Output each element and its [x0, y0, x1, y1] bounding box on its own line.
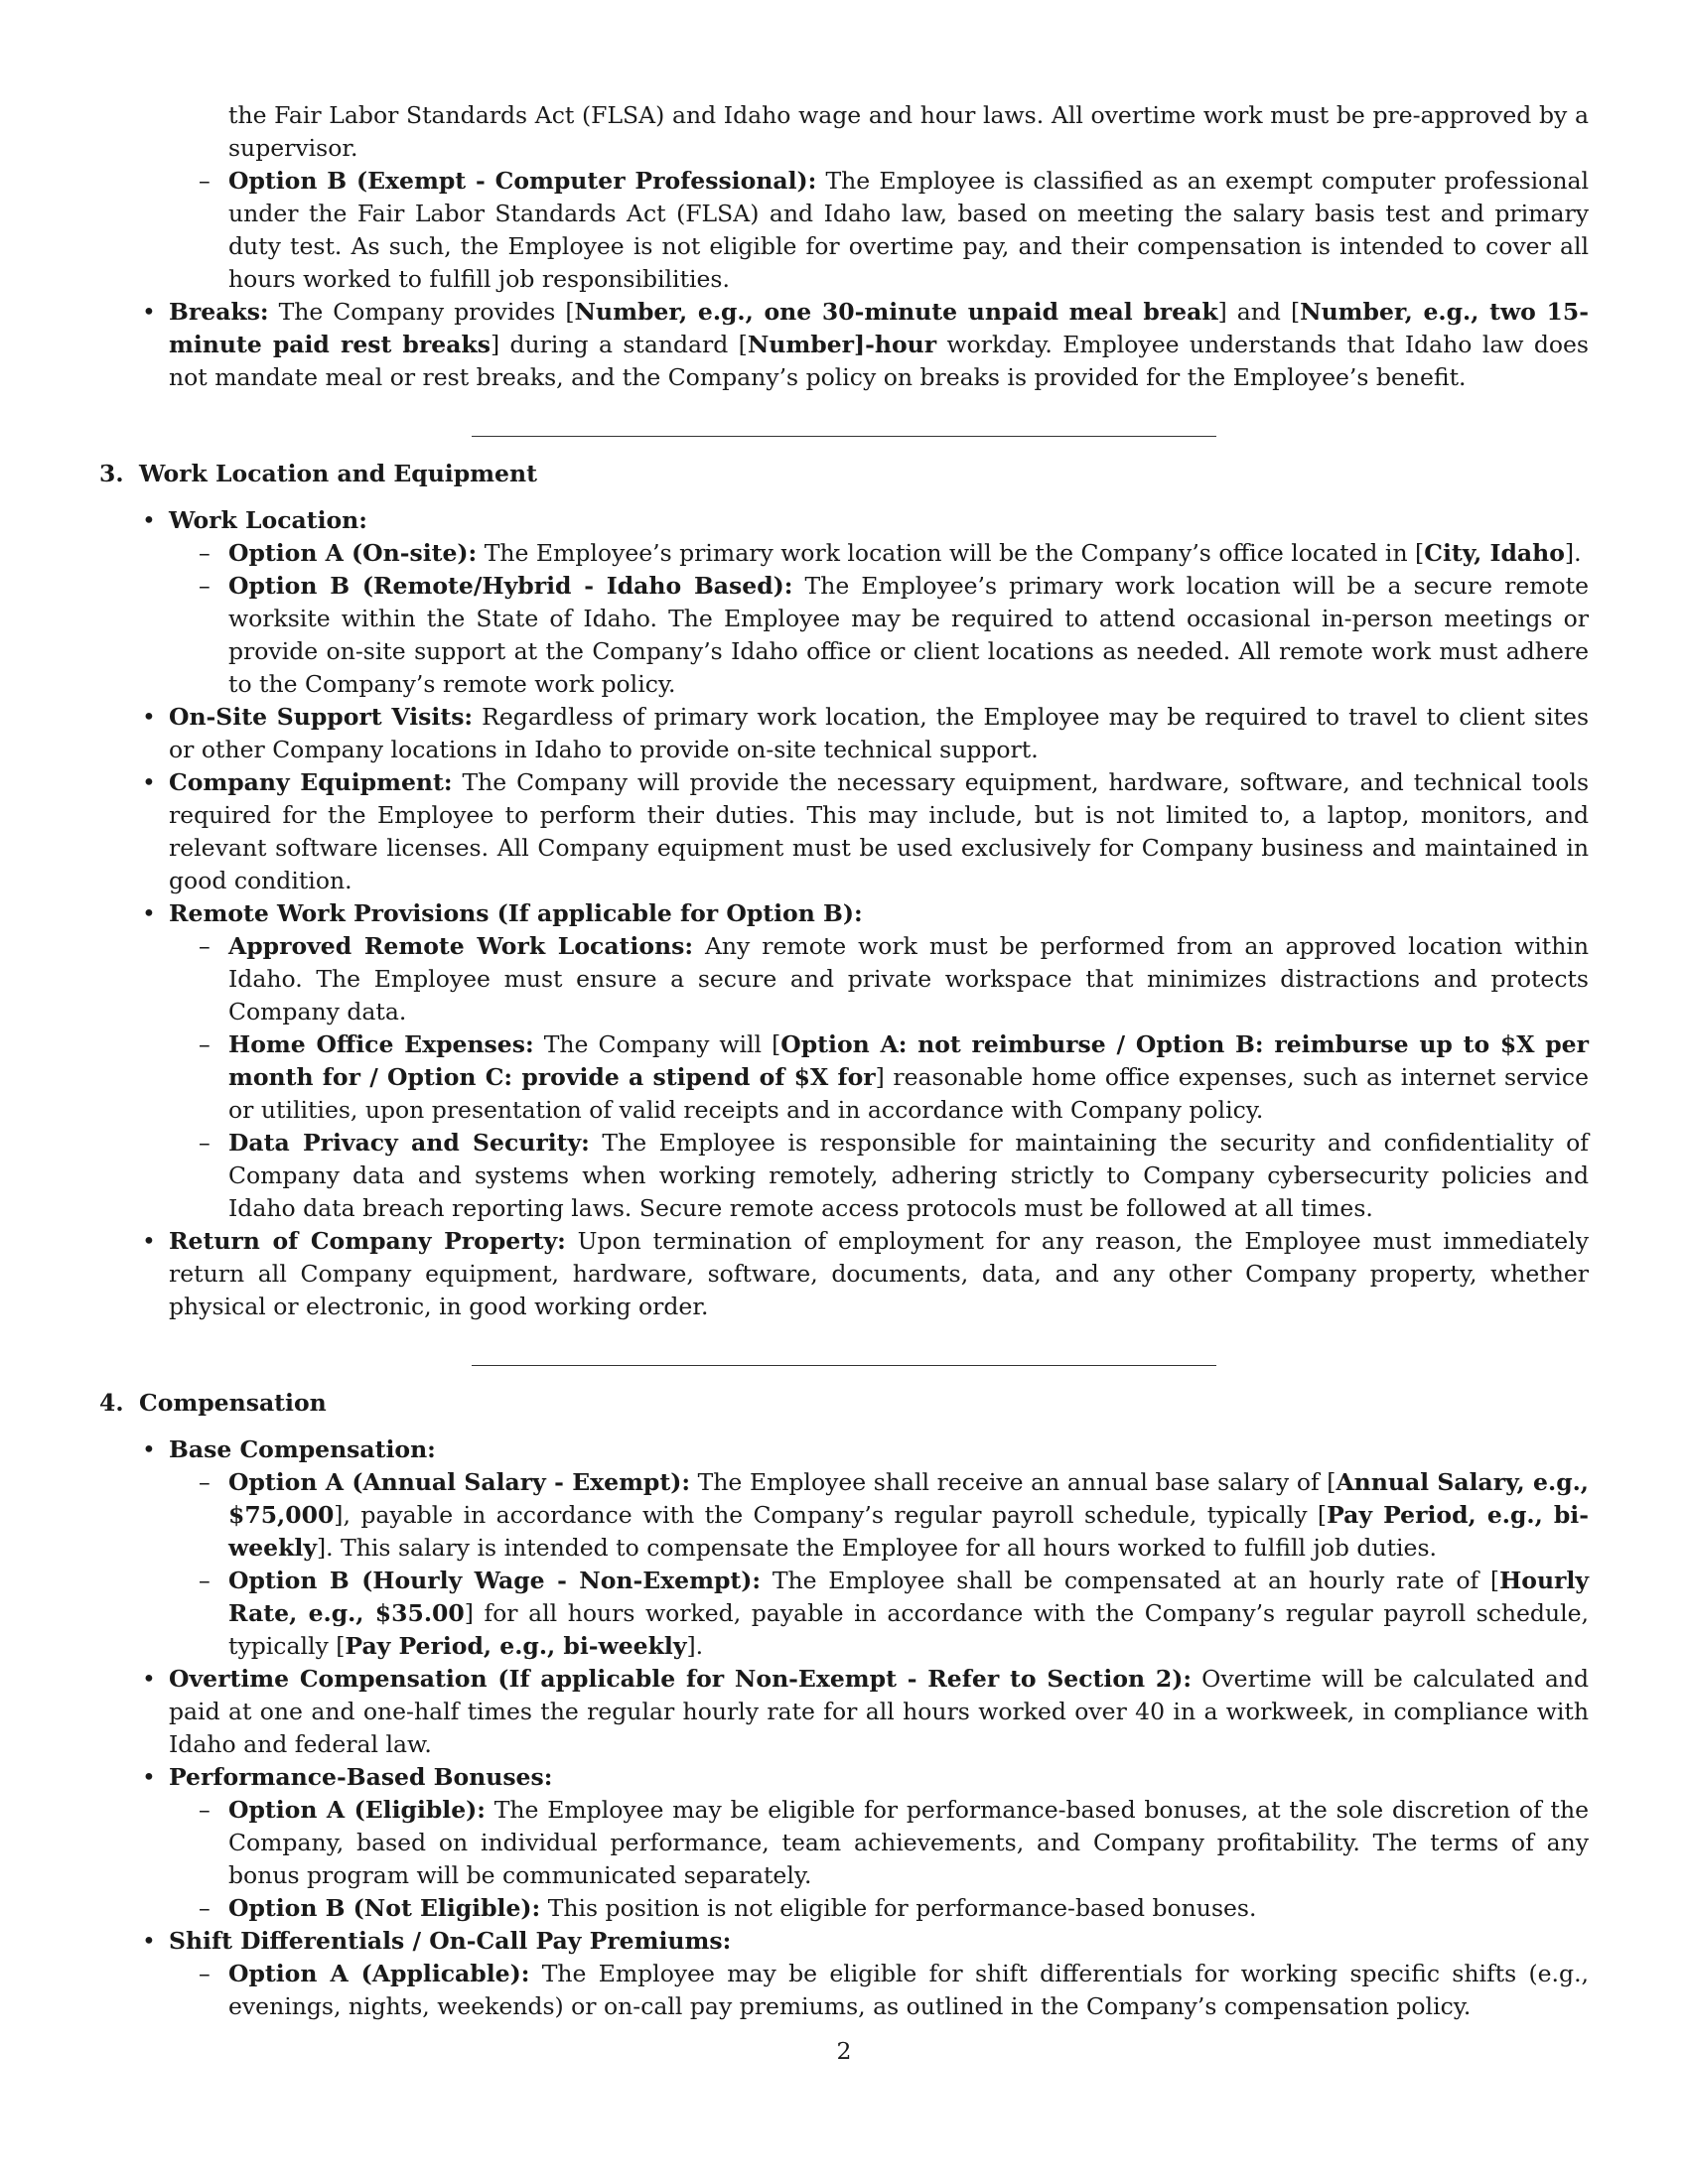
placeholder-field: Number, e.g., two 15-minute paid rest breaks [169, 298, 1589, 358]
overtime-item-continued [99, 99, 1589, 296]
item-text: workday. Employee understands that Idaho law does not mandate meal or rest breaks, and the Company’s policy on breaks is provided for the Employee’s benefit. [169, 331, 1589, 391]
work-location-option-a [169, 537, 1589, 570]
option-text: The Employee shall receive an annual base salary of [ [690, 1468, 1336, 1496]
shift-option-a [169, 1958, 1589, 2023]
item-label: Shift Differentials / On-Call Pay Premiums: [169, 1927, 732, 1955]
item-text: The Company provides [ [268, 298, 575, 326]
remote-work-item [99, 897, 1589, 1225]
placeholder-field: City, Idaho [1424, 539, 1565, 567]
overtime-option-b [169, 165, 1589, 296]
item-text: ] and [ [1217, 298, 1301, 326]
breaks-item [99, 296, 1589, 394]
work-location-item [99, 504, 1589, 701]
placeholder-field: Pay Period, e.g., bi-weekly [345, 1632, 687, 1660]
option-text: The Employee is classified as an exempt computer professional under the Fair Labor Standards Act (FLSA) and Idaho law, based on meeting the salary basis test and primary duty test. As such, the Employee is not eligible for overtime pay, and their compensation is intended to cover all hours worked to fulfill job responsibilities. [228, 167, 1589, 293]
item-text: Upon termination of employment for any reason, the Employee must immediately return all Company equipment, hardware, software, documents, data, and any other Company property, whether physical or electronic, in good working order. [169, 1227, 1589, 1320]
item-label: Breaks: [169, 298, 269, 326]
section-heading-4 [99, 1387, 1589, 1420]
document-page [99, 99, 1589, 2023]
option-label: Option A (Eligible): [228, 1796, 486, 1824]
option-text: The Employee may be eligible for performance-based bonuses, at the sole discretion of the Company, based on individual performance, team achievements, and Company profitability. The terms of any bonus program will be communicated separately. [228, 1796, 1590, 1889]
item-text: Overtime will be calculated and paid at one and one-half times the regular hourly rate for all hours worked over 40 in a workweek, in compliance with Idaho and federal law. [169, 1665, 1590, 1758]
salary-option-a [169, 1466, 1589, 1565]
option-label: Option A (Annual Salary - Exempt): [228, 1468, 691, 1496]
bonuses-item [99, 1761, 1589, 1925]
item-text: ] during a standard [ [490, 331, 748, 358]
bonus-option-b [169, 1892, 1589, 1925]
option-text: ]. [1564, 539, 1582, 567]
placeholder-field: Annual Salary, e.g., $75,000 [228, 1468, 1589, 1529]
onsite-visits-item [99, 701, 1589, 766]
section3-list [99, 504, 1589, 1323]
home-office-option [169, 1028, 1589, 1127]
option-text: The Employee shall be compensated at an hourly rate of [ [761, 1567, 1500, 1594]
data-privacy-option [169, 1127, 1589, 1225]
placeholder-field: Option A: not reimburse / Option B: reimburse up to $X per month for / Option C: provide a stipend of $X for [228, 1030, 1589, 1091]
section-number: 3. [99, 460, 124, 487]
section-number: 4. [99, 1389, 124, 1417]
item-label: Base Compensation: [169, 1435, 436, 1463]
option-label: Approved Remote Work Locations: [228, 932, 693, 960]
return-property-item [99, 1225, 1589, 1323]
item-label: On-Site Support Visits: [169, 703, 474, 731]
option-text: The Employee may be eligible for shift differentials for working specific shifts (e.g., evenings, nights, weekends) or on-call pay premiums, as outlined in the Company’s compensation policy. [228, 1960, 1590, 2020]
option-label: Home Office Expenses: [228, 1030, 534, 1058]
section-divider [472, 1365, 1216, 1366]
shift-differentials-item [99, 1925, 1589, 2023]
option-text: The Employee is responsible for maintaining the security and confidentiality of Company data and systems when working remotely, adhering strictly to Company cybersecurity policies and Idaho data breach reporting laws. Secure remote access protocols must be followed at all times. [228, 1129, 1589, 1222]
section-title: Work Location and Equipment [139, 460, 537, 487]
section-title: Compensation [139, 1389, 327, 1417]
placeholder-field: Pay Period, e.g., bi-weekly [228, 1501, 1589, 1562]
option-text: The Employee’s primary work location will be the Company’s office located in [ [477, 539, 1425, 567]
option-text: Any remote work must be performed from an approved location within Idaho. The Employee must ensure a secure and private workspace that minimizes distractions and protects Company data. [228, 932, 1589, 1025]
option-text: ]. This salary is intended to compensate the Employee for all hours worked to fulfill job duties. [317, 1534, 1437, 1562]
section-heading-3 [99, 458, 1589, 490]
hourly-option-b [169, 1565, 1589, 1663]
option-label: Option B (Hourly Wage - Non-Exempt): [228, 1567, 762, 1594]
option-label: Option A (On-site): [228, 539, 478, 567]
overtime-option-a-tail-text: the Fair Labor Standards Act (FLSA) and Idaho wage and hour laws. All overtime work must be pre-approved by a supervisor. [228, 101, 1589, 162]
page-number: 2 [836, 2037, 852, 2065]
bonus-option-a [169, 1794, 1589, 1892]
item-label: Work Location: [169, 506, 367, 534]
option-text: The Company will [ [533, 1030, 781, 1058]
option-label: Option B (Exempt - Computer Professional): [228, 167, 817, 195]
item-label: Overtime Compensation (If applicable for Non-Exempt - Refer to Section 2): [169, 1665, 1193, 1693]
option-label: Data Privacy and Security: [228, 1129, 590, 1157]
approved-locations-option [169, 930, 1589, 1028]
option-text: ], payable in accordance with the Company’s regular payroll schedule, typically [ [334, 1501, 1328, 1529]
section4-list [99, 1433, 1589, 2023]
option-text: This position is not eligible for performance-based bonuses. [540, 1894, 1257, 1922]
placeholder-field: Number]-hour [747, 331, 937, 358]
option-text: ]. [686, 1632, 704, 1660]
overtime-compensation-item [99, 1663, 1589, 1761]
base-compensation-item [99, 1433, 1589, 1663]
item-label: Remote Work Provisions (If applicable for Option B): [169, 899, 863, 927]
company-equipment-item [99, 766, 1589, 897]
option-text: ] reasonable home office expenses, such as internet service or utilities, upon presentation of valid receipts and in accordance with Company policy. [228, 1063, 1590, 1124]
work-location-option-b [169, 570, 1589, 701]
placeholder-field: Hourly Rate, e.g., $35.00 [228, 1567, 1589, 1627]
placeholder-field: Number, e.g., one 30-minute unpaid meal break [574, 298, 1218, 326]
option-label: Option B (Remote/Hybrid - Idaho Based): [228, 572, 793, 600]
option-text: ] for all hours worked, payable in accordance with the Company’s regular payroll schedule, typically [ [228, 1599, 1589, 1660]
option-text: The Employee’s primary work location will be a secure remote worksite within the State of Idaho. The Employee may be required to attend occasional in-person meetings or provide on-site support at the Company’s Idaho office or client locations as needed. All remote work must adhere to the Company’s remote work policy. [228, 572, 1590, 698]
item-text: Regardless of primary work location, the Employee may be required to travel to client sites or other Company locations in Idaho to provide on-site technical support. [169, 703, 1589, 763]
item-label: Company Equipment: [169, 768, 453, 796]
option-label: Option A (Applicable): [228, 1960, 530, 1987]
item-label: Return of Company Property: [169, 1227, 566, 1255]
section2-continued-list [99, 99, 1589, 394]
section-divider [472, 436, 1216, 437]
item-text: The Company will provide the necessary equipment, hardware, software, and technical tools required for the Employee to perform their duties. This may include, but is not limited to, a laptop, monitors, and relevant software licenses. All Company equipment must be used exclusively for Company business and maintained in good condition. [169, 768, 1590, 894]
overtime-option-a-tail [169, 99, 1589, 165]
option-label: Option B (Not Eligible): [228, 1894, 541, 1922]
item-label: Performance-Based Bonuses: [169, 1763, 553, 1791]
